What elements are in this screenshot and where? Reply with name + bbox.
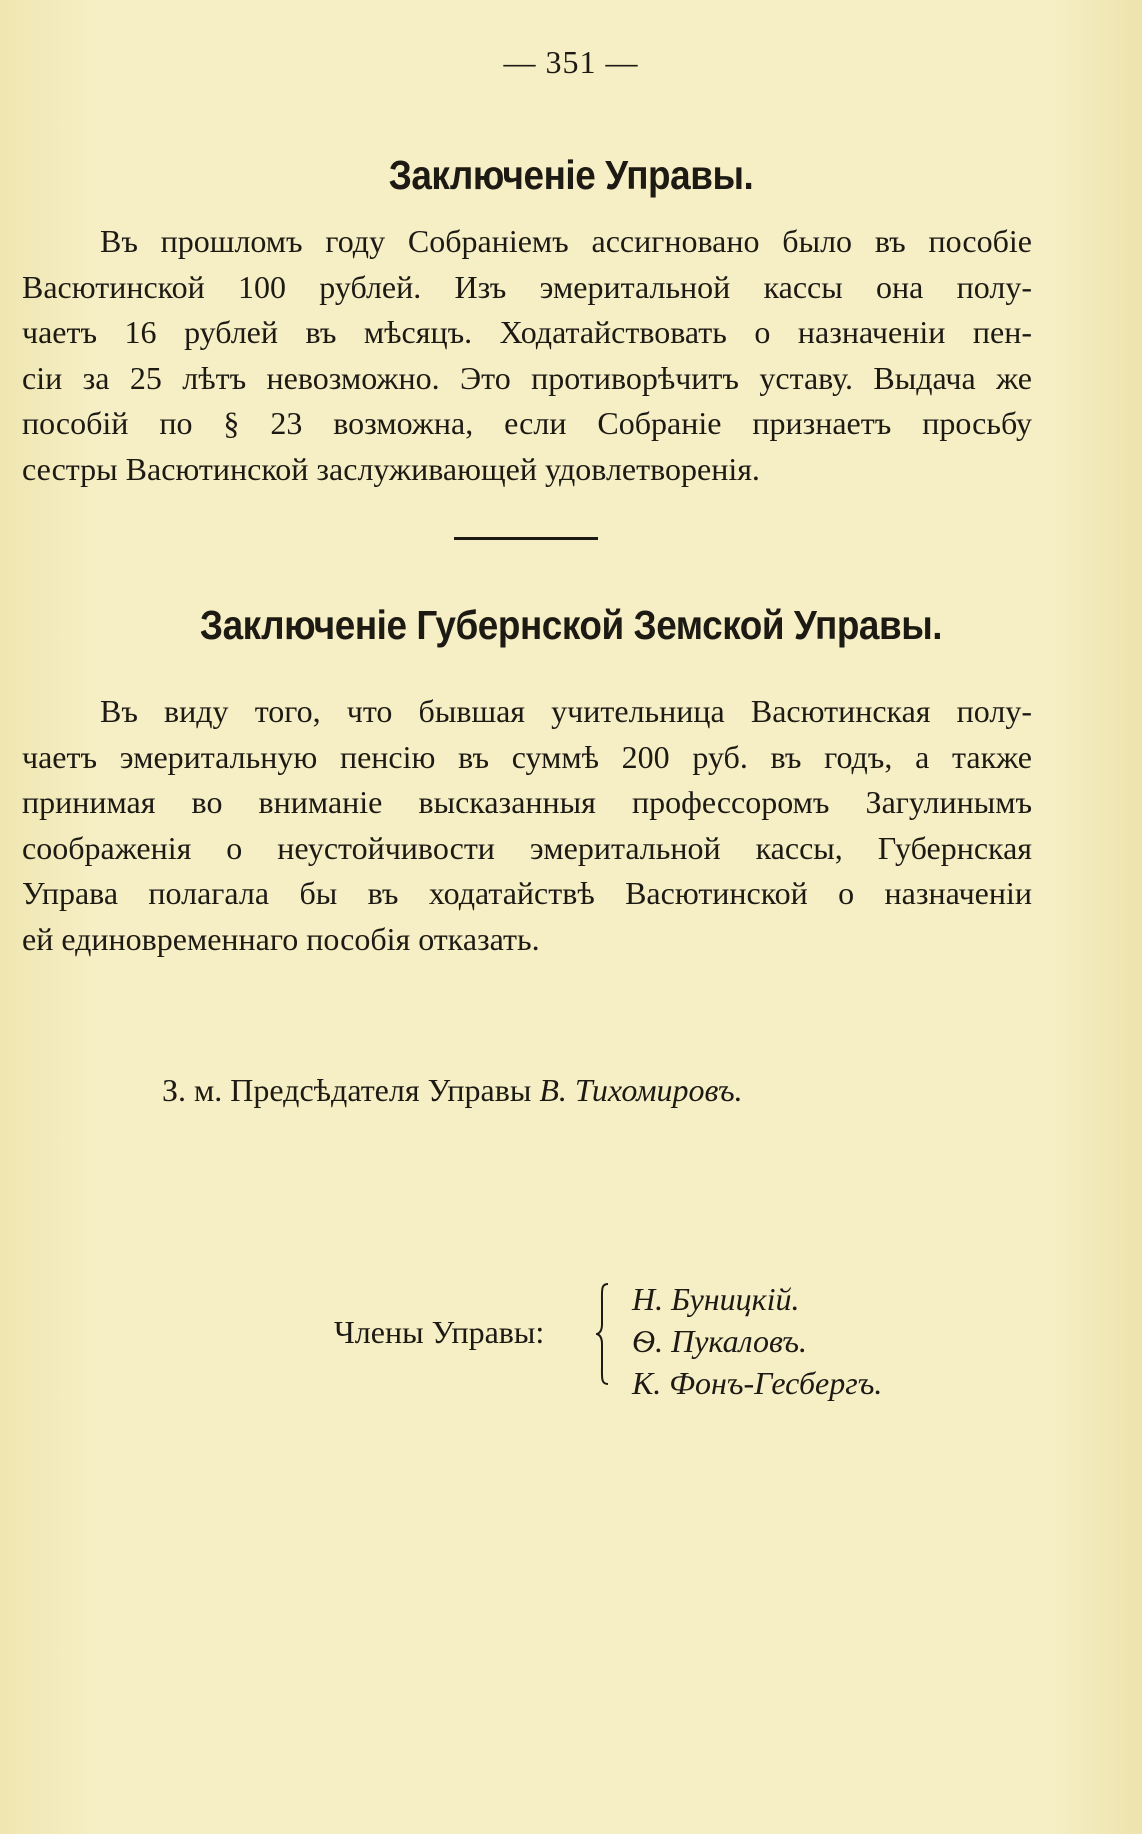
signature-title: З. м. Предсѣдателя Управы: [162, 1072, 532, 1108]
section1-heading: Заключеніе Управы.: [388, 152, 754, 198]
section2-paragraph: [22, 689, 1032, 962]
page-number: — 351 —: [503, 44, 639, 80]
paragraph-line: чаетъ 16 рублей въ мѣсяцъ. Ходатайствовать о назначеніи пен-: [22, 314, 1032, 350]
member-name: К. Фонъ-Гесбергъ.: [632, 1365, 883, 1401]
section1-paragraph: [22, 219, 1032, 492]
paragraph-line: пособій по § 23 возможна, если Собраніе признаетъ просьбу: [22, 405, 1032, 441]
section2-heading: Заключеніе Губернской Земской Управы.: [199, 602, 943, 648]
member-name: Н. Буницкій.: [632, 1281, 800, 1317]
paragraph-line: Въ прошломъ году Собраніемъ ассигновано было въ пособіе: [100, 223, 1032, 259]
signature-name: В. Тихомировъ.: [539, 1072, 743, 1108]
section-divider: [454, 537, 598, 540]
member-name: Ѳ. Пукаловъ.: [632, 1323, 808, 1359]
curly-brace: [596, 1282, 610, 1386]
paragraph-line: ей единовременнаго пособія отказать.: [22, 920, 540, 957]
paragraph-line: сестры Васютинской заслуживающей удовлетворенія.: [22, 450, 760, 487]
paragraph-line: Васютинской 100 рублей. Изъ эмеритальной кассы она полу-: [22, 268, 1032, 305]
paragraph-line: Въ виду того, что бывшая учительница Васютинская полу-: [100, 693, 1032, 729]
members-list: [632, 1278, 882, 1404]
paragraph-line: соображенія о неустойчивости эмеритальной кассы, Губернская: [22, 829, 1032, 866]
paragraph-line: Управа полагала бы въ ходатайствѣ Васютинской о назначеніи: [22, 875, 1032, 911]
paragraph-line: принимая во вниманіе высказанныя профессоромъ Загулинымъ: [22, 784, 1032, 820]
members-label: Члены Управы:: [334, 1314, 545, 1350]
paragraph-line: сіи за 25 лѣтъ невозможно. Это противорѣчитъ уставу. Выдача же: [22, 359, 1032, 396]
chairman-signature: [162, 1072, 743, 1109]
paragraph-line: чаетъ эмеритальную пенсію въ суммѣ 200 руб. въ годъ, а также: [22, 738, 1032, 775]
